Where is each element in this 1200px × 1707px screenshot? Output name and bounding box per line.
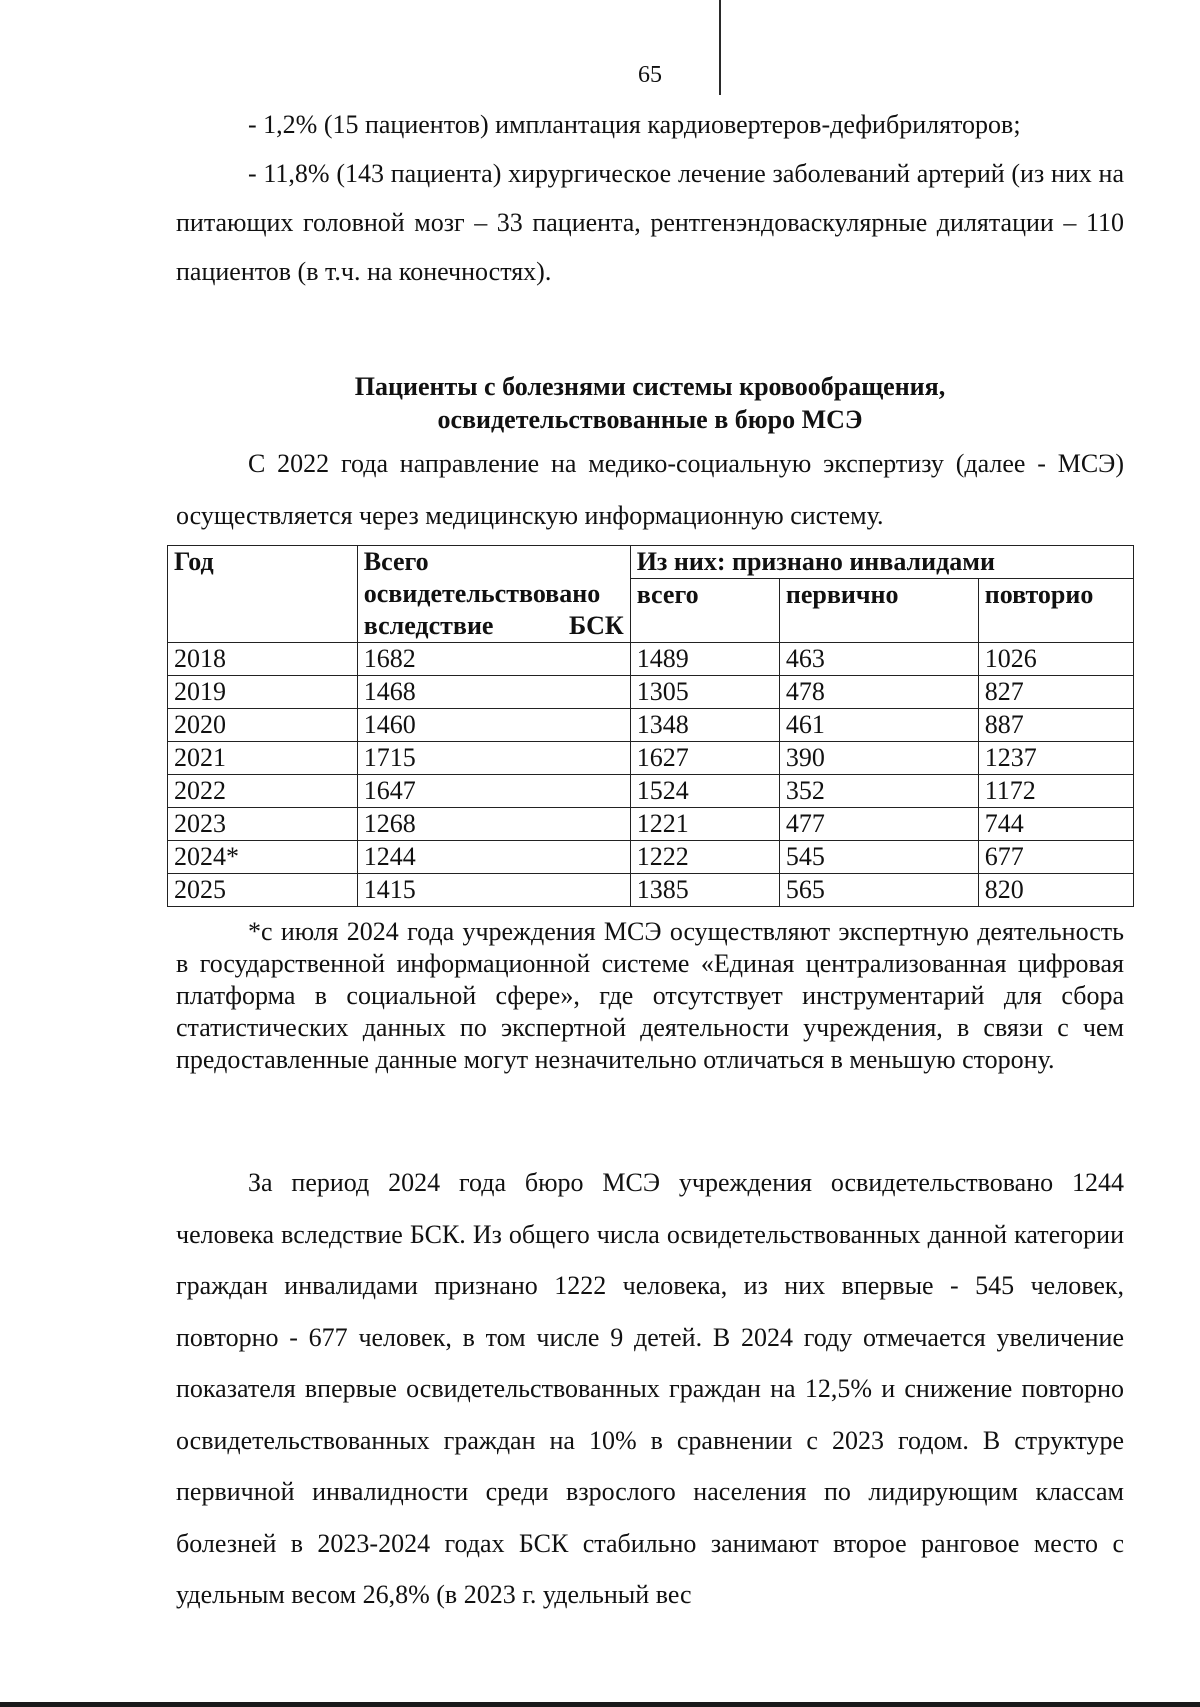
cell-disabled-total: 1489 [630,643,779,676]
table-row [168,643,1134,676]
cell-repeat: 1026 [978,643,1133,676]
page-number: 65 [638,62,662,88]
cell-primary: 352 [779,775,978,808]
cell-primary: 461 [779,709,978,742]
body-text: За период 2024 года бюро МСЭ учреждения освидетельствовано 1244 человека вследствие БСК. Из общего числа освидетельствованных данной категории граждан инвалидами признано 1222 человека, из них впервые - 545 человек, повторно - 677 человек, в том числе 9 детей. В 2024 году отмечается увеличение показателя впервые освидетельствованных граждан на 12,5% и снижение повторно освидетельствованных граждан на 10% в сравнении с 2023 годом. В структуре первичной инвалидности среди взрослого населения по лидирующим классам болезней в 2023-2024 годах БСК стабильно занимают второе ранговое место с удельным весом 26,8% (в 2023 г. удельный вес [176,1168,1124,1609]
cell-total: 1468 [357,676,630,709]
cell-disabled-total: 1305 [630,676,779,709]
table-row [168,676,1134,709]
cell-repeat: 820 [978,874,1133,907]
cell-year: 2018 [168,643,358,676]
cell-total: 1415 [357,874,630,907]
table-row [168,841,1134,874]
table-row [168,775,1134,808]
header-sub-primary: первично [779,579,978,643]
cell-repeat: 827 [978,676,1133,709]
cell-disabled-total: 1524 [630,775,779,808]
cell-total: 1647 [357,775,630,808]
cell-primary: 565 [779,874,978,907]
body-paragraph [176,1157,1124,1621]
cell-year: 2021 [168,742,358,775]
table-footnote [176,916,1124,1076]
table-header-row [168,546,1134,579]
mse-statistics-table [167,545,1134,907]
cell-year: 2025 [168,874,358,907]
paragraph-implantation [176,100,1124,149]
intro-paragraph [176,438,1124,542]
paragraph-surgery [176,149,1124,296]
cell-disabled-total: 1222 [630,841,779,874]
cell-primary: 545 [779,841,978,874]
paragraph-text: - 11,8% (143 пациента) хирургическое лечение заболеваний артерий (из них на питающих головной мозг – 33 пациента, рентгенэндоваскулярные дилятации – 110 пациентов (в т.ч. на конечностях). [176,159,1124,286]
cell-disabled-total: 1385 [630,874,779,907]
cell-year: 2019 [168,676,358,709]
cell-repeat: 744 [978,808,1133,841]
cell-year: 2024* [168,841,358,874]
cell-disabled-total: 1348 [630,709,779,742]
cell-disabled-total: 1221 [630,808,779,841]
cell-year: 2020 [168,709,358,742]
cell-repeat: 677 [978,841,1133,874]
header-sub-total: всего [630,579,779,643]
cell-repeat: 887 [978,709,1133,742]
cell-repeat: 1237 [978,742,1133,775]
paragraph-text: - 1,2% (15 пациентов) имплантация кардиовертеров-дефибриляторов; [248,110,1021,139]
cell-total: 1715 [357,742,630,775]
footnote-text: *с июля 2024 года учреждения МСЭ осуществляют экспертную деятельность в государственной информационной системе «Единая централизованная цифровая платформа в социальной сфере», где отсутствует инструментарий для сбора статистических данных по экспертной деятельности учреждения, в связи с чем предоставленные данные могут незначительно отличаться в меньшую сторону. [176,917,1124,1074]
cell-total: 1268 [357,808,630,841]
table-row [168,742,1134,775]
header-year: Год [168,546,358,643]
cell-repeat: 1172 [978,775,1133,808]
intro-text: С 2022 года направление на медико-социальную экспертизу (далее - МСЭ) осуществляется через медицинскую информационную систему. [176,449,1124,530]
cell-primary: 463 [779,643,978,676]
cell-primary: 390 [779,742,978,775]
header-recognized-disabled: Из них: признано инвалидами [630,546,1133,579]
cell-year: 2023 [168,808,358,841]
cell-primary: 477 [779,808,978,841]
cell-total: 1244 [357,841,630,874]
table-row [168,709,1134,742]
cell-disabled-total: 1627 [630,742,779,775]
table-row [168,874,1134,907]
cell-total: 1460 [357,709,630,742]
cell-total: 1682 [357,643,630,676]
header-sub-repeat: повторио [978,579,1133,643]
cell-year: 2022 [168,775,358,808]
heading-line-2: освидетельствованные в бюро МСЭ [437,405,863,434]
heading-line-1: Пациенты с болезнями системы кровообращения, [354,372,946,401]
scan-artifact-border [0,1702,1200,1707]
section-heading [176,370,1124,436]
header-total-examined: Всего освидетельствовано вследствие БСК [357,546,630,643]
cell-primary: 478 [779,676,978,709]
table-row [168,808,1134,841]
